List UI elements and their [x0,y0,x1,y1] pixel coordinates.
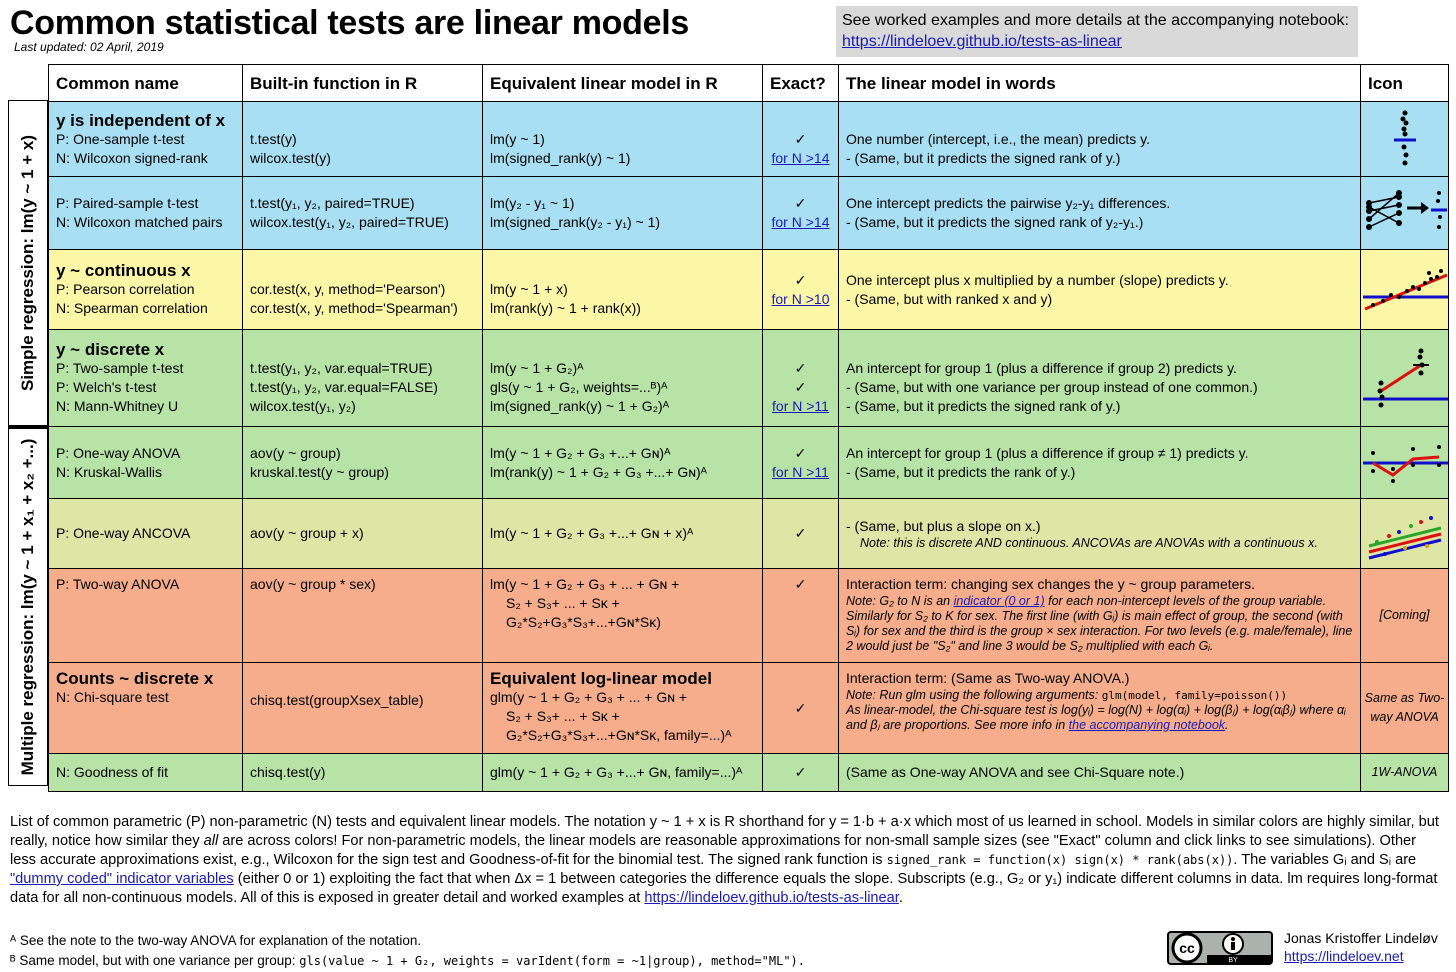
footnote-b [10,953,805,968]
col-header-lm: Equivalent linear model in R [483,65,763,102]
table-row [49,177,1449,250]
test-name: N: Wilcoxon matched pairs [56,214,223,230]
icon-cell [1361,102,1449,177]
lm-formula: lm(signed_rank(y₂ - y₁) ~ 1) [490,214,661,230]
paired-sample-icon [1363,183,1447,243]
icon-cell [1361,250,1449,330]
test-name: P: Welch's t-test [56,379,157,395]
name-cell [49,754,243,792]
builtin-fn: aov(y ~ group) [250,444,341,461]
builtin-fn: t.test(y) [250,130,297,147]
signed-rank-code: signed_rank = function(x) sign(x) * rank(abs(x)) [886,853,1234,867]
one-way-anova-icon [1363,435,1449,491]
lm-formula: lm(signed_rank(y) ~ 1 + G₂)ᴬ [490,398,670,414]
col-header-words: The linear model in words [839,65,1361,102]
lm-formula: lm(y ~ 1 + G₂ + G₃ + ... + Gɴ + [490,576,680,592]
test-name: N: Kruskal-Wallis [56,463,163,480]
indicator-link[interactable]: indicator (0 or 1) [953,594,1045,608]
words-cell [839,427,1361,499]
icon-cell [1361,754,1449,792]
footer-text: . [898,890,903,906]
notebook-callout [836,6,1358,57]
footer-text: are across colors! For non-parametric models, the linear models are reasonable approximations for non-small sample sizes (see "Exact" column and click links to see simulations). Other less accurate approximations exist, e.g., Wilcoxon for the sign test and Goodness-of-fit for the binomial test. The signed rank function is [10,833,1417,868]
note-text: As linear-model, the Chi-square test is log(yᵢ) = log(N) + log(αᵢ) + log(βⱼ) + log(αᵢβⱼ) where αᵢ and βⱼ are proportions. See more info in [846,703,1346,732]
simulation-link[interactable]: for N >14 [771,149,830,166]
exact-cell [763,569,839,663]
notebook-link[interactable]: https://lindeloev.github.io/tests-as-linear [842,33,1122,50]
words-text: An intercept for group 1 (plus a difference if group ≠ 1) predicts y. [846,444,1249,461]
words-cell [839,177,1361,250]
builtin-cell [243,569,483,663]
gls-code: gls(value ~ 1 + G₂, weights = varIdent(form = ~1|group), method="ML"). [299,954,806,968]
words-cell [839,499,1361,569]
glm-code: glm(model, family=poisson()) [1101,689,1288,702]
words-text: - (Same, but with ranked x and y) [846,290,1053,307]
simulation-link[interactable]: for N >10 [771,290,830,307]
lm-cell [483,499,763,569]
lm-formula: glm(y ~ 1 + G₂ + G₃ +...+ Gɴ, family=...)ᴬ [490,764,743,780]
note-text: Note: G₂ to N is an [846,594,951,608]
name-cell [49,102,243,177]
icon-cell [1361,177,1449,250]
lm-formula: glm(y ~ 1 + G₂ + G₃ + ... + Gɴ + [490,689,688,705]
cc-text: cc [1179,940,1195,956]
builtin-cell [243,330,483,427]
lm-formula: S₂ + S₃+ ... + Sᴋ + [506,708,620,724]
words-text: One number (intercept, i.e., the mean) predicts y. [846,130,1150,147]
words-text: - (Same, but it predicts the signed rank of y.) [846,398,1121,414]
builtin-fn: chisq.test(y) [250,764,326,780]
builtin-fn: cor.test(x, y, method='Pearson') [250,281,446,297]
lm-formula: gls(y ~ 1 + G₂, weights=...ᴮ)ᴬ [490,379,668,395]
name-cell [49,427,243,499]
row-heading: y ~ continuous x [56,261,191,280]
builtin-cell [243,177,483,250]
builtin-cell [243,427,483,499]
exact-cell [763,250,839,330]
by-text: BY [1228,957,1238,964]
coming-placeholder: [Coming] [1379,608,1430,622]
words-text: An intercept for group 1 (plus a difference if group 2) predicts y. [846,360,1237,376]
lm-cell [483,569,763,663]
lm-formula: lm(y ~ 1 + x) [490,281,568,297]
lm-cell [483,102,763,177]
col-header-name: Common name [49,65,243,102]
builtin-fn: t.test(y₁, y₂, paired=TRUE) [250,195,415,211]
footnote-a: ᴬ See the note to the two-way ANOVA for explanation of the notation. [10,933,422,948]
lm-formula: lm(y ~ 1 + G₂ + G₃ +...+ Gɴ)ᴬ [490,444,671,461]
words-cell [839,754,1361,792]
exact-cell [763,330,839,427]
table-row [49,569,1449,663]
builtin-cell [243,754,483,792]
icon-cell [1361,330,1449,427]
lm-cell [483,663,763,754]
simulation-link[interactable]: for N >11 [772,398,829,414]
builtin-fn: cor.test(x, y, method='Spearman') [250,300,458,316]
col-header-builtin: Built-in function in R [243,65,483,102]
name-cell [49,177,243,250]
table-row [49,663,1449,754]
check-mark: ✓ [794,764,807,780]
same-as-placeholder: Same as Two-way ANOVA [1364,691,1445,724]
table-row [49,102,1449,177]
check-mark: ✓ [794,699,807,716]
words-cell [839,250,1361,330]
words-cell [839,330,1361,427]
words-text: - (Same, but it predicts the rank of y.) [846,463,1076,480]
lm-formula: lm(rank(y) ~ 1 + G₂ + G₃ +...+ Gɴ)ᴬ [490,463,707,480]
builtin-fn: wilcox.test(y) [250,149,331,166]
author-name: Jonas Kristoffer Lindeløv [1284,930,1438,946]
exact-cell [763,427,839,499]
lm-formula: S₂ + S₃+ ... + Sᴋ + [506,595,620,611]
note-text: for each non-intercept levels of the group variable. Similarly for S₂ to K for sex. The first line (with Gᵢ) is main effect of group, the second (with Sᵢ) for sex and the third is the group × sex interaction. For two levels (e.g. male/female), line 2 would just be "S₂" and line 3 would be S₂ multiplied with each Gᵢ. [846,594,1353,653]
table-row [49,427,1449,499]
ancova-note: Note: this is discrete AND continuous. ANCOVAs are ANOVAs with a continuous x. [860,535,1318,550]
person-icon [1231,937,1235,941]
footer-text: . The variables Gᵢ and Sᵢ are [1233,852,1417,868]
words-text: - (Same, but plus a slope on x.) [846,517,1041,534]
words-text: Interaction term: (Same as Two-way ANOVA.) [846,670,1130,686]
lm-cell [483,250,763,330]
side-label-simple [8,100,48,426]
test-name: P: Two-way ANOVA [56,576,180,592]
lm-cell [483,427,763,499]
one-way-anova-placeholder: 1W-ANOVA [1371,765,1438,779]
dummy-coding-link[interactable]: "dummy coded" indicator variables [10,871,234,887]
ancova-icon [1365,506,1445,562]
two-way-note [846,594,1353,654]
footer-description [10,813,1446,908]
tests-table [48,64,1449,792]
lm-formula: G₂*S₂+G₃*S₃+...+Gɴ*Sᴋ, family=...)ᴬ [506,727,732,743]
cc-by-license-badge[interactable] [1167,931,1273,965]
words-cell [839,663,1361,754]
builtin-cell [243,102,483,177]
builtin-fn: t.test(y₁, y₂, var.equal=TRUE) [250,360,433,376]
icon-cell [1361,569,1449,663]
test-name: N: Mann-Whitney U [56,398,179,414]
col-header-icon: Icon [1361,65,1449,102]
check-mark: ✓ [794,130,807,147]
test-name: P: Pearson correlation [56,281,195,297]
row-heading: y ~ discrete x [56,340,165,359]
lm-cell [483,330,763,427]
lm-formula: lm(rank(y) ~ 1 + rank(x)) [490,300,641,316]
words-text: - (Same, but it predicts the signed rank of y₂-y₁.) [846,214,1144,230]
builtin-fn: t.test(y₁, y₂, var.equal=FALSE) [250,379,438,395]
test-name: N: Chi-square test [56,689,169,705]
test-name: N: Goodness of fit [56,764,169,780]
author-block [1284,929,1438,965]
icon-cell [1361,499,1449,569]
words-cell [839,569,1361,663]
side-label-multiple [8,426,48,786]
builtin-fn: aov(y ~ group * sex) [250,576,376,592]
lm-formula: lm(y₂ - y₁ ~ 1) [490,195,575,211]
exact-cell [763,102,839,177]
lm-cell [483,754,763,792]
words-text: - (Same, but it predicts the signed rank of y.) [846,149,1121,166]
note-text: . [1225,718,1229,732]
lm-formula: G₂*S₂+G₃*S₃+...+Gɴ*Sᴋ) [506,614,661,630]
name-cell [49,499,243,569]
notebook-note-link[interactable]: the accompanying notebook [1068,718,1226,732]
check-mark: ✓ [794,576,807,592]
check-mark: ✓ [794,444,807,461]
name-cell [49,569,243,663]
test-name: P: Paired-sample t-test [56,195,199,211]
exact-cell [763,177,839,250]
name-cell [49,250,243,330]
words-text: Interaction term: changing sex changes the y ~ group parameters. [846,576,1255,592]
builtin-cell [243,499,483,569]
words-text: (Same as One-way ANOVA and see Chi-Square note.) [846,764,1185,780]
check-mark: ✓ [794,525,807,541]
lm-formula: lm(y ~ 1 + G₂)ᴬ [490,360,584,376]
author-url[interactable]: https://lindeloev.net [1284,948,1404,964]
test-name: P: One-way ANOVA [56,444,181,461]
row-heading: y is independent of x [56,110,226,130]
notebook-text: See worked examples and more details at the accompanying notebook: [842,12,1349,29]
name-cell [49,330,243,427]
check-mark: ✓ [794,360,807,376]
words-text: - (Same, but with one variance per group instead of one common.) [846,379,1258,395]
last-updated: Last updated: 02 April, 2019 [14,40,164,54]
words-text: One intercept predicts the pairwise y₂-y₁ differences. [846,195,1171,211]
exact-cell [763,754,839,792]
chi-square-note [846,688,1353,733]
test-name: P: One-sample t-test [56,130,185,147]
words-text: One intercept plus x multiplied by a number (slope) predicts y. [846,271,1229,288]
check-mark: ✓ [794,271,807,288]
check-mark: ✓ [794,379,807,395]
page-title: Common statistical tests are linear models [10,4,689,42]
builtin-cell [243,250,483,330]
tests-as-linear-link[interactable]: https://lindeloev.github.io/tests-as-linear [644,890,899,906]
footer-emphasis: all [203,833,219,849]
side-label-simple-text: Simple regression: lm(y ~ 1 + x) [18,134,37,392]
footer-text: (either 0 or 1) exploiting the fact that when Δx = 1 between categories the difference equals the slope. Subscripts (e.g., G₂ or y₁) indicate different columns in data. lm requires long-format data for all non-continuous models. All of this is exposed in greater detail and worked examples at [10,871,1438,906]
footer-text: List of common parametric (P) non-parametric (N) tests and equivalent linear models. The notation y ~ 1 + x is R shorthand for y = 1·b + a·x which most of us learned in school. Models in similar colors are highly similar, but really, notice how similar they [10,814,1439,849]
table-row [49,250,1449,330]
side-label-multiple-text: Multiple regression: lm(y ~ 1 + x₁ + x₂ +...) [18,438,37,776]
builtin-fn: aov(y ~ group + x) [250,525,364,541]
log-linear-heading: Equivalent log-linear model [490,669,712,688]
lm-formula: lm(signed_rank(y) ~ 1) [490,149,631,166]
builtin-fn: chisq.test(groupXsex_table) [250,692,424,708]
simulation-link[interactable]: for N >11 [772,463,829,480]
exact-cell [763,663,839,754]
row-heading: Counts ~ discrete x [56,669,214,688]
builtin-fn: kruskal.test(y ~ group) [250,463,389,480]
footnote-text: ᴮ Same model, but with one variance per group: [10,953,296,968]
table-row [49,499,1449,569]
check-mark: ✓ [794,195,807,211]
words-cell [839,102,1361,177]
test-name: P: One-way ANCOVA [56,525,191,541]
builtin-cell [243,663,483,754]
simulation-link[interactable]: for N >14 [771,214,830,230]
col-header-exact: Exact? [763,65,839,102]
builtin-fn: wilcox.test(y₁, y₂) [250,398,356,414]
test-name: N: Spearman correlation [56,300,208,316]
table-header-row [49,65,1449,102]
table-row [49,330,1449,427]
note-text: Note: Run glm using the following arguments: [846,688,1099,702]
two-sample-icon [1363,343,1449,413]
lm-formula: lm(y ~ 1 + G₂ + G₃ +...+ Gɴ + x)ᴬ [490,525,694,541]
exact-cell [763,499,839,569]
one-sample-icon [1375,107,1435,171]
correlation-icon [1363,265,1449,315]
lm-cell [483,177,763,250]
test-name: P: Two-sample t-test [56,360,184,376]
icon-cell [1361,427,1449,499]
name-cell [49,663,243,754]
lm-formula: lm(y ~ 1) [490,130,545,147]
test-name: N: Wilcoxon signed-rank [56,149,208,166]
builtin-fn: wilcox.test(y₁, y₂, paired=TRUE) [250,214,449,230]
icon-cell [1361,663,1449,754]
table-row [49,754,1449,792]
